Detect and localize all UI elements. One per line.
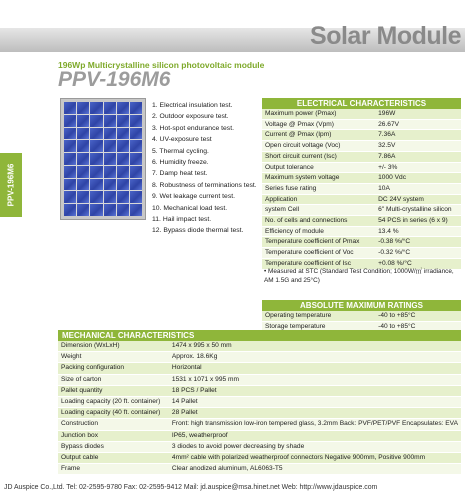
test-item: 5. Thermal cycling. [152, 147, 209, 155]
row-value: Clear anodized aluminum, AL6063-T5 [169, 464, 461, 475]
test-item: 11. Hail impact test. [152, 216, 212, 224]
row-label: Current @ Pmax (Ipm) [262, 130, 375, 141]
panel-cell [77, 153, 89, 165]
row-label: Operating temperature [262, 311, 375, 321]
solar-panel-image [60, 98, 146, 220]
test-item: 9. Wet leakage current test. [152, 193, 235, 201]
panel-cell [117, 102, 129, 114]
test-item: 12. Bypass diode thermal test. [152, 227, 244, 235]
panel-cell [117, 115, 129, 127]
panel-cell [117, 204, 129, 216]
page-title: Solar Module [310, 22, 461, 50]
table-row [262, 119, 461, 130]
row-value: Approx. 18.6Kg [169, 352, 461, 363]
table-row [58, 397, 461, 408]
table-row [262, 173, 461, 184]
panel-cell [77, 204, 89, 216]
row-label: Loading capacity (40 ft. container) [58, 408, 169, 419]
panel-cell [130, 140, 142, 152]
table-row [58, 453, 461, 464]
row-value: 196W [375, 109, 461, 119]
row-value: -0.38 %/°C [375, 237, 461, 248]
panel-cell [90, 166, 102, 178]
row-label: Construction [58, 419, 169, 430]
panel-cell [77, 191, 89, 203]
test-item: 7. Damp heat test. [152, 170, 208, 178]
panel-cell [130, 128, 142, 140]
test-list [152, 100, 262, 237]
test-item: 10. Mechanical load test. [152, 204, 228, 212]
table-row [262, 237, 461, 248]
mechanical-title: MECHANICAL CHARACTERISTICS [58, 330, 461, 341]
row-label: Junction box [58, 430, 169, 441]
panel-cell [90, 140, 102, 152]
row-label: Output cable [58, 453, 169, 464]
side-tab [0, 153, 22, 217]
test-item: 4. UV-exposure test [152, 136, 212, 144]
stc-note-text: Measured at STC (Standard Test Condition; 1000W/㎡ irradiance, AM 1.5G and 25°C) [264, 268, 454, 284]
row-value: 4mm² cable with polarized weatherproof connectors Negative 900mm, Positive 900mm [169, 453, 461, 464]
panel-cell [117, 166, 129, 178]
table-row [58, 419, 461, 430]
panel-cell [104, 179, 116, 191]
test-item: 1. Electrical insulation test. [152, 102, 233, 109]
row-value: -0.32 %/°C [375, 248, 461, 259]
panel-cell [90, 115, 102, 127]
row-value: 1474 x 995 x 50 mm [169, 341, 461, 352]
panel-cell [104, 153, 116, 165]
table-row [58, 408, 461, 419]
test-item: 2. Outdoor exposure test. [152, 113, 229, 121]
row-value: 3 diodes to avoid power decreasing by shade [169, 441, 461, 452]
row-value: 28 Pallet [169, 408, 461, 419]
panel-cell [130, 166, 142, 178]
panel-cell [90, 179, 102, 191]
panel-cell [64, 153, 76, 165]
row-label: Weight [58, 352, 169, 363]
row-label: Temperature coefficient of Pmax [262, 237, 375, 248]
product-model: PPV-196M6 [58, 68, 171, 91]
row-value: 14 Pallet [169, 397, 461, 408]
row-label: Frame [58, 464, 169, 475]
panel-cell [104, 128, 116, 140]
test-item: 8. Robustness of terminations test. [152, 181, 257, 189]
panel-cell [130, 102, 142, 114]
row-label: No. of cells and connections [262, 216, 375, 227]
row-label: Maximum power (Pmax) [262, 109, 375, 119]
panel-cell [77, 140, 89, 152]
row-label: Open circuit voltage (Voc) [262, 141, 375, 152]
panel-cell [90, 191, 102, 203]
panel-cell [104, 191, 116, 203]
row-value: -40 to +85°C [375, 321, 461, 332]
panel-cell [117, 153, 129, 165]
row-value: DC 24V system [375, 194, 461, 205]
table-row [262, 205, 461, 216]
row-value: 18 PCS / Pallet [169, 385, 461, 396]
row-label: Maximum system voltage [262, 173, 375, 184]
row-label: Pallet quantity [58, 385, 169, 396]
product-subtitle: 196Wp Multicrystalline silicon photovoltaic module [58, 60, 265, 70]
table-row [262, 151, 461, 162]
table-row [58, 374, 461, 385]
panel-cell [90, 204, 102, 216]
panel-cell [64, 102, 76, 114]
panel-cell [64, 115, 76, 127]
table-row [58, 441, 461, 452]
panel-cell [130, 204, 142, 216]
footer-contact: JD Auspice Co.,Ltd. Tel: 02-2595-9780 Fax: 02-2595-9412 Mail: jd.auspice@msa.hinet.net Web: http://www.jdauspice.com [4, 484, 378, 491]
absolute-title: ABSOLUTE MAXIMUM RATINGS [262, 300, 461, 311]
panel-cell [64, 191, 76, 203]
panel-cell [77, 166, 89, 178]
row-value: 1531 x 1071 x 995 mm [169, 374, 461, 385]
panel-cell-grid [64, 102, 142, 216]
row-label: Efficiency of module [262, 226, 375, 237]
panel-cell [104, 204, 116, 216]
table-row [58, 430, 461, 441]
row-label: Temperature coefficient of Isc [262, 258, 375, 269]
row-label: Voltage @ Pmax (Vpm) [262, 119, 375, 130]
panel-cell [77, 115, 89, 127]
table-row [58, 363, 461, 374]
row-value: 7.36A [375, 130, 461, 141]
panel-cell [77, 179, 89, 191]
row-label: Packing configuration [58, 363, 169, 374]
table-row [262, 248, 461, 259]
row-label: Bypass diodes [58, 441, 169, 452]
panel-cell [64, 179, 76, 191]
table-row [262, 311, 461, 321]
table-row [58, 385, 461, 396]
table-row [262, 183, 461, 194]
panel-cell [130, 115, 142, 127]
electrical-title: ELECTRICAL CHARACTERISTICS [262, 98, 461, 109]
row-value: 26.67V [375, 119, 461, 130]
panel-cell [104, 166, 116, 178]
table-row [262, 216, 461, 227]
row-value: Horizontal [169, 363, 461, 374]
panel-cell [90, 128, 102, 140]
row-value: 6" Multi-crystalline silicon [375, 205, 461, 216]
table-row [262, 130, 461, 141]
table-row [262, 226, 461, 237]
row-value: 32.5V [375, 141, 461, 152]
side-tab-label: PPV-196M6 [6, 163, 16, 207]
row-label: system Cell [262, 205, 375, 216]
table-row [262, 109, 461, 119]
panel-cell [130, 179, 142, 191]
row-value: +0.08 %/°C [375, 258, 461, 269]
row-label: Dimension (WxLxH) [58, 341, 169, 352]
row-label: Short circuit current (Isc) [262, 151, 375, 162]
panel-cell [77, 102, 89, 114]
row-label: Size of carton [58, 374, 169, 385]
row-label: Storage temperature [262, 321, 375, 332]
panel-cell [130, 191, 142, 203]
panel-cell [64, 204, 76, 216]
panel-cell [117, 128, 129, 140]
mechanical-table [58, 341, 461, 475]
panel-cell [77, 128, 89, 140]
table-row [58, 352, 461, 363]
row-value: 13.4 % [375, 226, 461, 237]
row-value: 10A [375, 183, 461, 194]
panel-cell [117, 140, 129, 152]
row-label: Temperature coefficient of Voc [262, 248, 375, 259]
panel-cell [104, 140, 116, 152]
panel-cell [90, 102, 102, 114]
row-value: +/- 3% [375, 162, 461, 173]
panel-cell [117, 179, 129, 191]
table-row [262, 141, 461, 152]
panel-cell [90, 153, 102, 165]
panel-cell [64, 140, 76, 152]
table-row [58, 341, 461, 352]
test-item: 3. Hot-spot endurance test. [152, 124, 234, 132]
panel-cell [117, 191, 129, 203]
panel-cell [104, 102, 116, 114]
row-value: Front: high transmission low-iron tempered glass, 3.2mm Back: PVF/PET/PVF Encapsulates: EVA [169, 419, 461, 430]
row-value: 7.86A [375, 151, 461, 162]
electrical-table [262, 109, 461, 270]
stc-note: • Measured at STC (Standard Test Condition; 1000W/㎡ irradiance, AM 1.5G and 25°C) [264, 268, 454, 284]
row-label: Output tolerance [262, 162, 375, 173]
row-value: IP65, weatherproof [169, 430, 461, 441]
row-label: Application [262, 194, 375, 205]
panel-cell [64, 166, 76, 178]
row-value: 1000 Vdc [375, 173, 461, 184]
table-row [262, 162, 461, 173]
table-row [262, 194, 461, 205]
panel-cell [64, 128, 76, 140]
panel-cell [104, 115, 116, 127]
row-value: 54 PCS in series (6 x 9) [375, 216, 461, 227]
table-row [58, 464, 461, 475]
row-value: -40 to +85°C [375, 311, 461, 321]
row-label: Loading capacity (20 ft. container) [58, 397, 169, 408]
panel-cell [130, 153, 142, 165]
test-item: 6. Humidity freeze. [152, 159, 209, 167]
row-label: Series fuse rating [262, 183, 375, 194]
